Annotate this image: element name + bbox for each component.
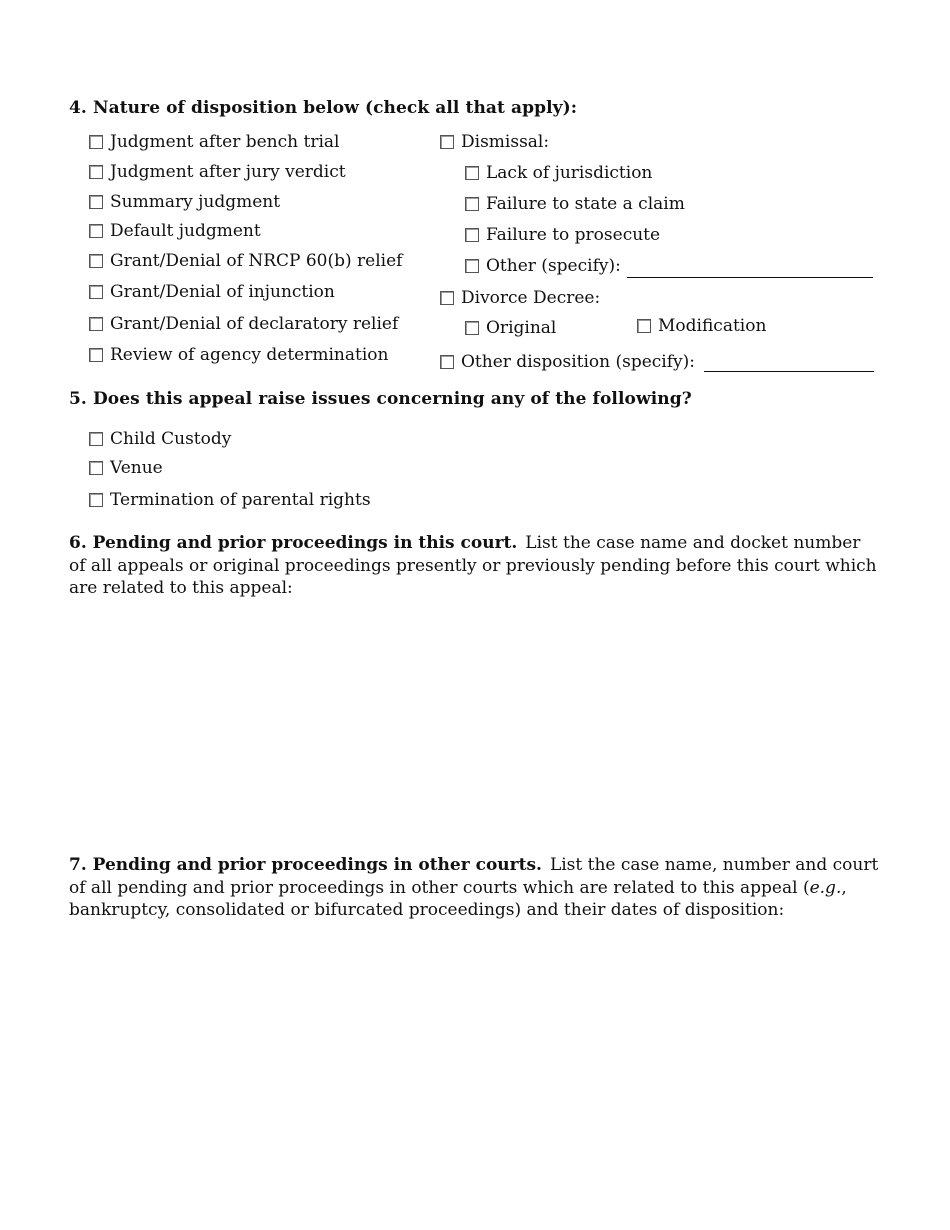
option-divorce-original[interactable] (465, 318, 556, 338)
option-label: Failure to state a claim (486, 194, 685, 214)
option-label: Default judgment (110, 221, 261, 241)
checkbox[interactable] (89, 285, 103, 299)
option-label: Modification (658, 316, 767, 336)
option-agency-review[interactable] (89, 345, 388, 365)
option-label: Review of agency determination (110, 345, 389, 365)
checkbox[interactable] (465, 166, 479, 180)
option-label: Summary judgment (110, 192, 281, 212)
checkbox[interactable] (637, 319, 651, 333)
checkbox[interactable] (89, 195, 103, 209)
checkbox[interactable] (89, 493, 103, 507)
option-venue[interactable] (89, 458, 163, 478)
option-label: Dismissal: (461, 132, 550, 152)
section-7-body-italic: e.g. (809, 877, 842, 898)
section-7-body-lead: List the case name, number and court of all pending and prior proceedings in other courts which are related to this appeal ( (69, 855, 879, 898)
checkbox[interactable] (440, 355, 454, 369)
option-other-disposition[interactable] (440, 352, 695, 372)
option-dismissal[interactable] (440, 132, 549, 152)
checkbox[interactable] (89, 348, 103, 362)
option-injunction[interactable] (89, 282, 335, 302)
checkbox[interactable] (440, 291, 454, 305)
option-divorce-decree[interactable] (440, 288, 600, 308)
checkbox[interactable] (89, 317, 103, 331)
option-bench-trial[interactable] (89, 132, 339, 152)
option-label: Grant/Denial of injunction (110, 282, 335, 302)
checkbox[interactable] (89, 432, 103, 446)
dismissal-other-specify-line[interactable] (627, 277, 873, 278)
section-4-heading: 4. Nature of disposition below (check all that apply): (69, 98, 578, 118)
checkbox[interactable] (89, 165, 103, 179)
checkbox[interactable] (465, 259, 479, 273)
option-label: Venue (110, 458, 163, 478)
option-label: Failure to prosecute (486, 225, 661, 245)
section-6-body: List the case name and docket number of all appeals or original proceedings presently or previously pending before this court which are related to this appeal: (69, 533, 877, 598)
option-nrcp-60b[interactable] (89, 251, 402, 271)
option-label: Other (specify): (486, 256, 621, 276)
section-6-heading: 6. Pending and prior proceedings in this court. (69, 533, 518, 553)
section-6-paragraph (69, 532, 879, 600)
checkbox[interactable] (465, 197, 479, 211)
section-5-heading: 5. Does this appeal raise issues concerning any of the following? (69, 389, 692, 409)
option-label: Original (486, 318, 557, 338)
option-dismissal-other[interactable] (465, 256, 621, 276)
option-termination-parental-rights[interactable] (89, 490, 371, 510)
option-label: Other disposition (specify): (461, 352, 695, 372)
option-child-custody[interactable] (89, 429, 231, 449)
option-label: Lack of jurisdiction (486, 163, 653, 183)
other-disposition-specify-line[interactable] (704, 371, 874, 372)
option-default-judgment[interactable] (89, 221, 261, 241)
option-label: Divorce Decree: (461, 288, 601, 308)
checkbox[interactable] (89, 135, 103, 149)
option-summary-judgment[interactable] (89, 192, 280, 212)
option-label: Child Custody (110, 429, 232, 449)
checkbox[interactable] (89, 224, 103, 238)
checkbox[interactable] (89, 461, 103, 475)
option-label: Termination of parental rights (110, 490, 371, 510)
option-label: Judgment after jury verdict (110, 162, 346, 182)
checkbox[interactable] (465, 228, 479, 242)
checkbox[interactable] (89, 254, 103, 268)
option-failure-to-state-claim[interactable] (465, 194, 685, 214)
section-7-heading: 7. Pending and prior proceedings in other courts. (69, 855, 542, 875)
checkbox[interactable] (465, 321, 479, 335)
section-7-body-tail: , bankruptcy, consolidated or bifurcated proceedings) and their dates of disposition: (69, 877, 847, 920)
option-label: Judgment after bench trial (110, 132, 340, 152)
checkbox[interactable] (440, 135, 454, 149)
option-label: Grant/Denial of NRCP 60(b) relief (110, 251, 403, 271)
option-label: Grant/Denial of declaratory relief (110, 314, 399, 334)
section-7-paragraph (69, 854, 879, 922)
option-jury-verdict[interactable] (89, 162, 346, 182)
option-lack-of-jurisdiction[interactable] (465, 163, 652, 183)
option-divorce-modification[interactable] (637, 316, 766, 336)
option-declaratory-relief[interactable] (89, 314, 398, 334)
option-failure-to-prosecute[interactable] (465, 225, 660, 245)
